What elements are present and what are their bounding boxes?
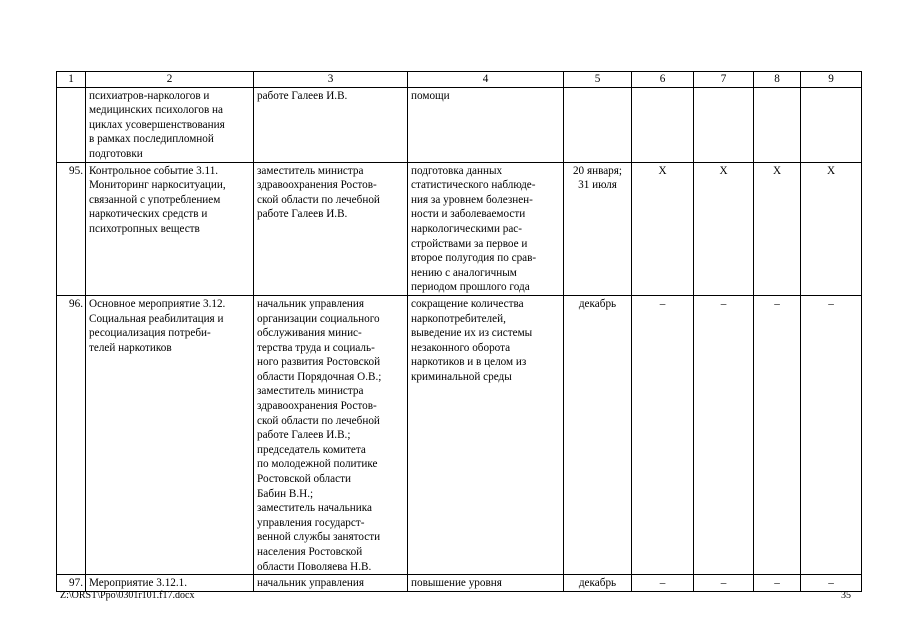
mark-cell: – xyxy=(754,295,801,574)
table-row xyxy=(57,162,862,295)
header-cell: 3 xyxy=(254,72,408,88)
responsible-cell xyxy=(254,162,408,295)
cell-line: сокращение количества xyxy=(411,297,524,310)
cell-line: нению с аналогичным xyxy=(411,266,517,279)
cell-line: декабрь xyxy=(578,297,617,310)
result-cell xyxy=(408,162,564,295)
cell-line: помощи xyxy=(411,89,450,102)
cell-line: Социальная реабилитация и xyxy=(89,312,224,325)
header-cell: 7 xyxy=(694,72,754,88)
row-number: 96. xyxy=(57,295,86,574)
cell-line: криминальной среды xyxy=(411,370,512,383)
result-cell xyxy=(408,295,564,574)
cell-line: статистического наблюде- xyxy=(411,179,536,192)
cell-line: периодом прошлого года xyxy=(411,281,530,294)
cell-line: наркотических средств и xyxy=(89,208,208,221)
header-cell: 4 xyxy=(408,72,564,88)
activity-cell xyxy=(86,87,254,162)
responsible-cell xyxy=(254,295,408,574)
cell-line: медицинских психологов на xyxy=(89,104,223,117)
cell-line: организации социального xyxy=(257,312,380,325)
cell-line: заместитель начальника xyxy=(257,502,372,515)
mark-cell: Х xyxy=(632,162,694,295)
cell-line: по молодежной политике xyxy=(257,458,378,471)
mark-cell xyxy=(632,87,694,162)
mark-cell: – xyxy=(801,295,862,574)
cell-line: заместитель министра xyxy=(257,385,364,398)
cell-line: ресоциализация потреби- xyxy=(89,327,211,340)
mark-cell xyxy=(694,87,754,162)
cell-line: терства труда и социаль- xyxy=(257,341,375,354)
header-cell: 5 xyxy=(564,72,632,88)
cell-line: наркопотребителей, xyxy=(411,312,506,325)
cell-line: ности и заболеваемости xyxy=(411,208,526,221)
header-cell: 6 xyxy=(632,72,694,88)
responsible-cell xyxy=(254,87,408,162)
mark-cell xyxy=(754,87,801,162)
cell-line: венной службы занятости xyxy=(257,531,381,544)
deadline-cell xyxy=(564,87,632,162)
cell-line: выведение их из системы xyxy=(411,327,533,340)
row-number xyxy=(57,87,86,162)
header-cell: 1 xyxy=(57,72,86,88)
cell-line: работе Галеев И.В.; xyxy=(257,429,351,442)
cell-line: ного развития Ростовской xyxy=(257,356,381,369)
cell-line: председатель комитета xyxy=(257,443,366,456)
cell-line: психиатров-наркологов и xyxy=(89,89,210,102)
mark-cell xyxy=(801,87,862,162)
table-row xyxy=(57,87,862,162)
cell-line: 31 июля xyxy=(578,179,617,192)
row-number: 95. xyxy=(57,162,86,295)
mark-cell: – xyxy=(694,295,754,574)
cell-line: Основное мероприятие 3.12. xyxy=(89,297,226,310)
cell-line: 20 января; xyxy=(572,164,623,177)
table-header-row xyxy=(57,72,862,88)
cell-line: здравоохранения Ростов- xyxy=(257,400,377,413)
cell-line: управления государст- xyxy=(257,516,365,529)
deadline-cell xyxy=(564,162,632,295)
cell-line: ской области по лечебной xyxy=(257,193,380,206)
cell-line: населения Ростовской xyxy=(257,546,363,558)
cell-line: Мероприятие 3.12.1. xyxy=(89,577,188,590)
mark-cell: – xyxy=(754,575,801,592)
cell-line: ния за уровнем болезнен- xyxy=(411,193,533,206)
mark-cell: – xyxy=(801,575,862,592)
deadline-cell xyxy=(564,575,632,592)
cell-line: телей наркотиков xyxy=(89,341,172,354)
cell-line: начальник управления xyxy=(257,577,365,590)
cell-line: стройствами за первое и xyxy=(411,237,528,250)
cell-line: повышение уровня xyxy=(411,577,502,590)
cell-line: психотропных веществ xyxy=(89,222,200,235)
cell-line: связанной с употреблением xyxy=(89,193,221,206)
cell-line: наркотиков и в целом из xyxy=(411,356,527,369)
cell-line: области Порядочная О.В.; xyxy=(257,370,382,383)
mark-cell: – xyxy=(694,575,754,592)
mark-cell: Х xyxy=(801,162,862,295)
cell-line: области Поволяева Н.В. xyxy=(257,560,372,573)
table-row xyxy=(57,295,862,574)
cell-line: ской области по лечебной xyxy=(257,414,380,427)
cell-line: начальник управления xyxy=(257,297,365,310)
activity-cell xyxy=(86,295,254,574)
page-number: 35 xyxy=(841,590,851,601)
plan-table xyxy=(56,71,862,592)
responsible-cell xyxy=(254,575,408,592)
cell-line: работе Галеев И.В. xyxy=(257,89,348,102)
result-cell xyxy=(408,575,564,592)
header-cell: 2 xyxy=(86,72,254,88)
cell-line: работе Галеев И.В. xyxy=(257,208,348,221)
cell-line: декабрь xyxy=(578,577,617,590)
activity-cell xyxy=(86,162,254,295)
mark-cell: Х xyxy=(754,162,801,295)
cell-line: здравоохранения Ростов- xyxy=(257,179,377,192)
header-cell: 9 xyxy=(801,72,862,88)
cell-line: наркологическими рас- xyxy=(411,222,522,235)
cell-line: заместитель министра xyxy=(257,164,364,177)
cell-line: Ростовской области xyxy=(257,473,351,486)
result-cell xyxy=(408,87,564,162)
table-row xyxy=(57,575,862,592)
cell-line: подготовка данных xyxy=(411,164,503,177)
mark-cell: – xyxy=(632,295,694,574)
cell-line: незаконного оборота xyxy=(411,341,511,354)
cell-line: циклах усовершенствования xyxy=(89,118,225,131)
file-path: Z:\ORST\Ppo\0301r101.f17.docx xyxy=(60,590,195,601)
cell-line: Бабин В.Н.; xyxy=(257,487,314,500)
cell-line: в рамках последипломной xyxy=(89,133,214,146)
cell-line: Контрольное событие 3.11. xyxy=(89,164,219,177)
mark-cell: Х xyxy=(694,162,754,295)
cell-line: подготовки xyxy=(89,147,143,160)
row-number: 97. xyxy=(57,575,86,592)
cell-line: обслуживания минис- xyxy=(257,327,362,340)
cell-line: второе полугодия по срав- xyxy=(411,252,537,265)
header-cell: 8 xyxy=(754,72,801,88)
mark-cell: – xyxy=(632,575,694,592)
activity-cell xyxy=(86,575,254,592)
cell-line: Мониторинг наркоситуации, xyxy=(89,179,226,192)
deadline-cell xyxy=(564,295,632,574)
